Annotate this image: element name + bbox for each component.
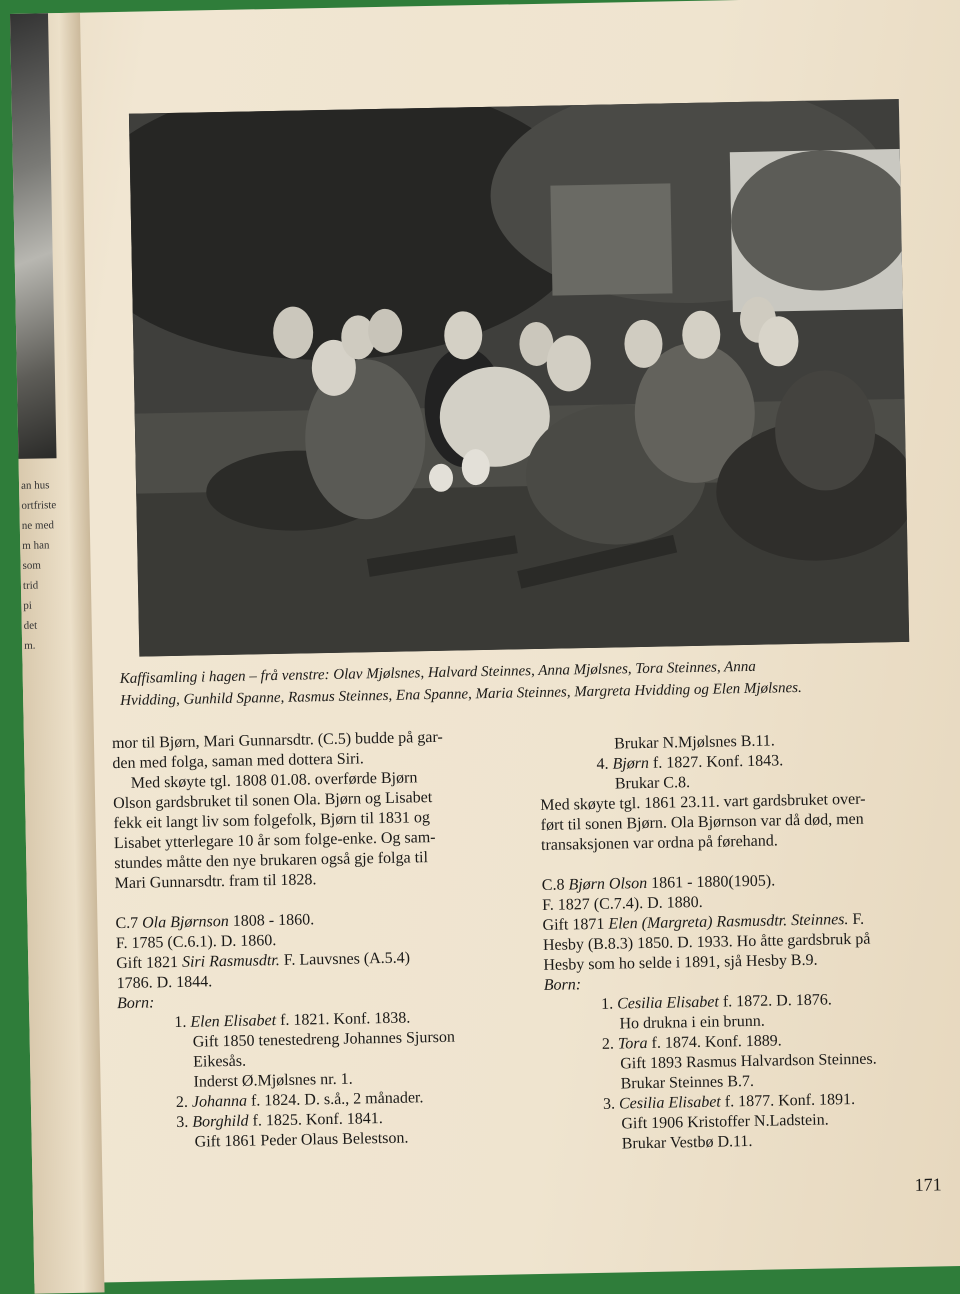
text-line: Mari Gunnarsdtr. fram til 1828. [114, 871, 317, 893]
text-line: Brukar C.8. [614, 774, 691, 793]
entry-heading: C.8 Bjørn Olson 1861 - 1880(1905). [541, 872, 776, 894]
text-line: Hesby (B.8.3) 1850. D. 1933. Ho åtte gardsbruk på [542, 930, 871, 954]
child-entry: 2. Johanna f. 1824. D. s.å., 2 månader. [175, 1089, 424, 1112]
text-line: Brukar Vestbø D.11. [621, 1132, 753, 1153]
text-line: Med skøyte tgl. 1808 01.08. overførde Bjørn [130, 769, 418, 792]
group-photo [129, 99, 909, 657]
text-line: mor til Bjørn, Mari Gunnarsdtr. (C.5) budde på gar- [111, 728, 443, 753]
text-line: Olson gardsbruket til sonen Ola. Bjørn og Lisabet [113, 789, 433, 813]
born-label: Born: [543, 976, 582, 994]
text-line: Brukar Steinnes B.7. [620, 1072, 755, 1093]
child-entry: 3. Borghild f. 1825. Konf. 1841. [176, 1110, 383, 1132]
text-line: Gift 1906 Kristoffer N.Ladstein. [621, 1111, 829, 1133]
text-line: Med skøyte tgl. 1861 23.11. vart gardsbruket over- [540, 790, 866, 814]
text-line: Ho drukna i ein brunn. [619, 1012, 765, 1033]
photo-caption [120, 652, 931, 712]
text-line: Brukar N.Mjølsnes B.11. [613, 732, 775, 753]
born-label: Born: [116, 994, 155, 1013]
child-entry: 2. Tora f. 1874. Konf. 1889. [601, 1032, 782, 1053]
facing-page-edge [10, 13, 105, 1294]
photo-illustration [129, 99, 909, 657]
text-line: F. 1827 (C.7.4). D. 1880. [542, 893, 703, 914]
text-line: ført til sonen Bjørn. Ola Bjørnson var då død, men [540, 810, 864, 834]
child-entry: 3. Cesilia Elisabet f. 1877. Konf. 1891. [602, 1090, 856, 1113]
left-column [112, 726, 552, 1154]
child-entry: 1. Elen Elisabet f. 1821. Konf. 1838. [174, 1009, 411, 1032]
text-line: den med folga, saman med dottera Siri. [112, 750, 365, 773]
text-line: Gift 1871 Elen (Margreta) Rasmusdtr. Steinnes. F. [542, 910, 865, 934]
text-line: Inderst Ø.Mjølsnes nr. 1. [193, 1070, 353, 1091]
book-page [10, 0, 960, 1284]
right-column [539, 728, 947, 1156]
text-line: transaksjonen var ordna på førehand. [540, 832, 778, 854]
text-line: Gift 1861 Peder Olaus Belestson. [194, 1129, 409, 1151]
text-line: Gift 1821 Siri Rasmusdtr. F. Lauvsnes (A.5.4) [116, 949, 411, 973]
text-line: fekk eit langt liv som folgefolk, Bjørn til 1831 og [113, 809, 431, 833]
facing-page-text: an hus ortfriste ne med m han som trid pi det m. [20, 479, 57, 652]
caption-line: Hvidding, Gunhild Spanne, Rasmus Steinnes, Ena Spanne, Maria Steinnes, Margreta Hvidding og Elen Mjølsnes. [120, 679, 802, 710]
text-line: Lisabet ytterlegare 10 år som folge-enke. Og sam- [113, 828, 436, 853]
text-line: Hesby som ho selde i 1891, sjå Hesby B.9. [543, 951, 818, 974]
caption-line: Kaffisamling i hagen – frå venstre: Olav Mjølsnes, Halvard Steinnes, Anna Mjølsnes, Tora Steinnes, Anna [119, 658, 756, 688]
text-line: stundes måtte den nye brukaren også gje folga til [114, 849, 429, 873]
facing-page-photo [10, 13, 57, 459]
page-number: 171 [914, 1174, 942, 1195]
text-line: Eikesås. [192, 1052, 247, 1071]
child-entry: 1. Cesilia Elisabet f. 1872. D. 1876. [600, 991, 832, 1013]
text-line: Gift 1850 tenestedreng Johannes Sjurson [192, 1028, 456, 1051]
entry-heading: C.7 Ola Bjørnson 1808 - 1860. [115, 911, 315, 933]
child-entry: 4. Bjørn f. 1827. Konf. 1843. [596, 752, 784, 773]
text-line: F. 1785 (C.6.1). D. 1860. [115, 932, 277, 953]
text-line: 1786. D. 1844. [116, 973, 213, 993]
text-line: Gift 1893 Rasmus Halvardson Steinnes. [620, 1050, 877, 1073]
